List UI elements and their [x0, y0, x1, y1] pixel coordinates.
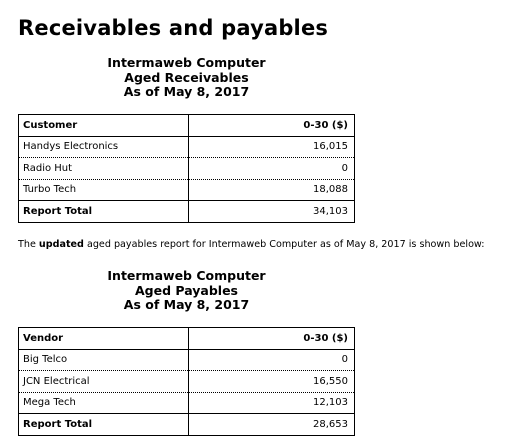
- page-title: Receivables and payables: [18, 16, 329, 40]
- receivables-report-date: As of May 8, 2017: [123, 84, 250, 99]
- total-row: [19, 414, 355, 436]
- table-row: [19, 371, 355, 393]
- total-row: [19, 201, 355, 223]
- intro-prefix: The: [18, 239, 39, 250]
- receivables-header-row: [19, 115, 355, 137]
- payables-report-date: As of May 8, 2017: [123, 297, 250, 312]
- table-row: [19, 179, 355, 201]
- customer-column-header: Customer: [19, 115, 189, 137]
- total-label: Report Total: [19, 201, 189, 223]
- amount-value: 12,103: [189, 392, 355, 414]
- vendor-name: JCN Electrical: [19, 371, 189, 393]
- customer-name: Radio Hut: [19, 158, 189, 180]
- vendor-column-header: Vendor: [19, 328, 189, 350]
- receivables-report-header: [18, 56, 355, 100]
- vendor-name: Mega Tech: [19, 392, 189, 414]
- receivables-report-title: Aged Receivables: [124, 69, 249, 85]
- amount-value: 0: [189, 349, 355, 371]
- amount-value: 18,088: [189, 179, 355, 201]
- receivables-company-name: Intermaweb Computer: [107, 55, 266, 70]
- receivables-table: [18, 114, 355, 223]
- payables-report-header: [18, 269, 355, 313]
- amount-column-header: 0-30 ($): [189, 328, 355, 350]
- total-value: 34,103: [189, 201, 355, 223]
- amount-value: 16,015: [189, 136, 355, 158]
- payables-report-title: Aged Payables: [134, 282, 238, 298]
- amount-value: 0: [189, 158, 355, 180]
- amount-column-header: 0-30 ($): [189, 115, 355, 137]
- payables-company-name: Intermaweb Computer: [107, 268, 266, 283]
- table-row: [19, 392, 355, 414]
- intro-emphasis: updated: [38, 239, 84, 250]
- vendor-name: Big Telco: [19, 349, 189, 371]
- payables-table: [18, 327, 355, 436]
- intro-suffix: aged payables report for Intermaweb Computer as of May 8, 2017 is shown below:: [83, 239, 485, 250]
- total-label: Report Total: [19, 414, 189, 436]
- table-row: [19, 158, 355, 180]
- table-row: [19, 349, 355, 371]
- total-value: 28,653: [189, 414, 355, 436]
- table-row: [19, 136, 355, 158]
- payables-header-row: [19, 328, 355, 350]
- payables-intro-text: [18, 238, 485, 252]
- customer-name: Turbo Tech: [19, 179, 189, 201]
- customer-name: Handys Electronics: [19, 136, 189, 158]
- amount-value: 16,550: [189, 371, 355, 393]
